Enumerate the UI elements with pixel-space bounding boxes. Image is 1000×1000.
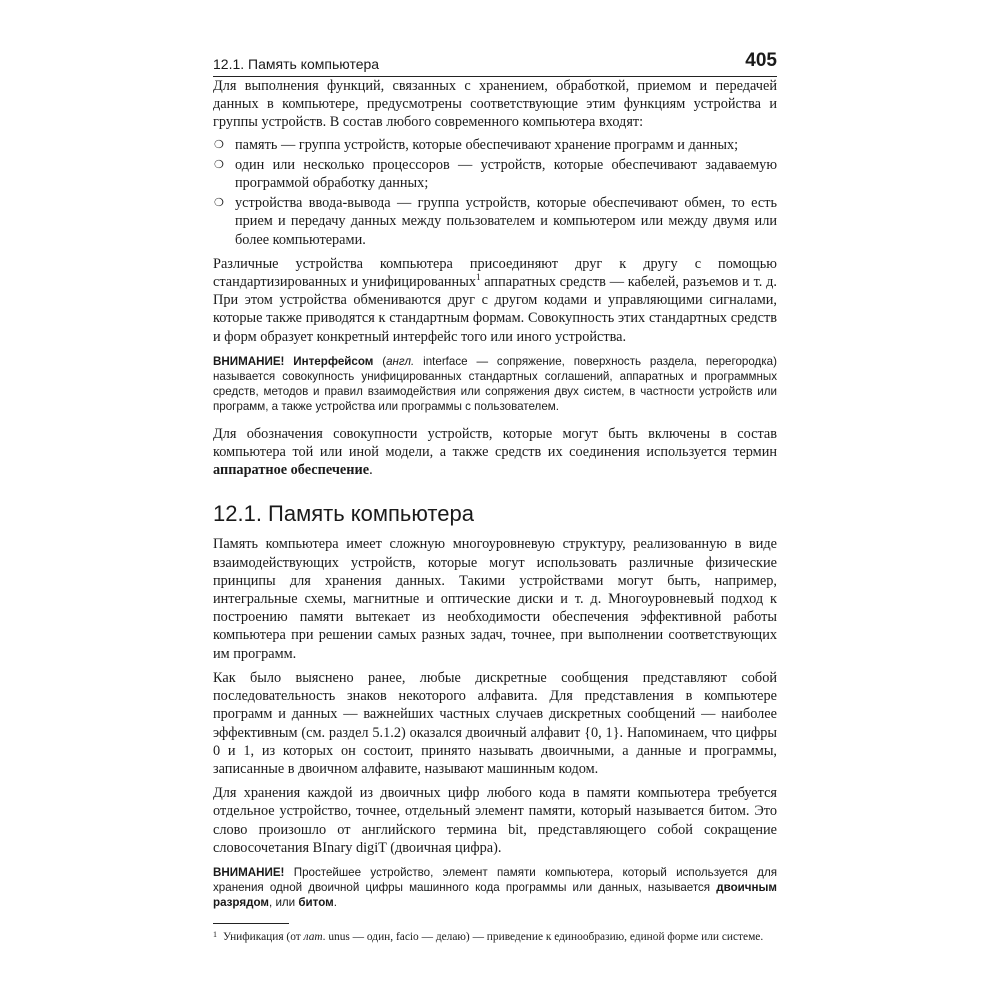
- device-list: [213, 136, 777, 249]
- footnote-text: . unus — один, facio — делаю) — приведение к единообразию, единой форме или системе.: [322, 930, 764, 943]
- bit-paragraph: Для хранения каждой из двоичных цифр любого кода в памяти компьютера требуется отдельное устройство, точнее, отдельный элемент памяти, который называется битом. Это слово произошло от английского термина bit, представляющего собой сокращение словосочетания BInary digiT (двоичная цифра).: [213, 785, 777, 856]
- note-term: двоичным разрядом: [213, 881, 777, 910]
- note-text: interface — сопряжение, поверхность раздела, перегородка) называется совокупность унифицированных стандартных соглашений, аппаратных и программных средств, методов и правил взаимодействия или сопряжения двух систем, в частности устройств или программ, а также устройства или программы с пользователем.: [213, 354, 777, 414]
- footnote-divider: [213, 923, 289, 924]
- note-term: Интерфейсом: [293, 354, 374, 368]
- note-text: Простейшее устройство, элемент памяти компьютера, который используется для хранения одной двоичной цифры машинного кода программы или данных, называется: [213, 865, 777, 895]
- paragraph-text: Для обозначения совокупности устройств, которые могут быть включены в состав компьютера той или иной модели, а также средств их соединения используется термин: [213, 425, 777, 460]
- bullet-icon: ❍: [214, 137, 224, 151]
- paragraph-text: Различные устройства компьютера присоединяют друг к другу с помощью стандартизированных и унифицированных: [213, 255, 777, 291]
- intro-paragraph: Для выполнения функций, связанных с хранением, обработкой, приемом и передачей данных в компьютере, предусмотрены соответствующие этим функциям устройства и группы устройств. В состав любого современного компьютера входят:: [213, 78, 777, 131]
- list-item: [213, 156, 777, 192]
- footnote-mark: 1: [213, 929, 217, 939]
- list-item-text: память — группа устройств, которые обеспечивают хранение программ и данных;: [235, 136, 739, 153]
- section-heading: 12.1. Память компьютера: [213, 501, 474, 527]
- page-number: 405: [745, 50, 777, 71]
- bullet-icon: ❍: [214, 196, 224, 210]
- interface-paragraph: [213, 255, 777, 346]
- note-label: ВНИМАНИЕ!: [213, 865, 285, 879]
- note-term: битом: [298, 896, 334, 910]
- paragraph-text: .: [369, 462, 373, 479]
- attention-note-bit: [213, 865, 777, 911]
- page-body: [213, 77, 777, 944]
- note-text: .: [333, 896, 337, 910]
- footnote-reference: 1: [475, 272, 481, 283]
- footnote-text: Унификация (от: [223, 930, 304, 943]
- bullet-icon: ❍: [214, 157, 224, 171]
- list-item-text: устройства ввода-вывода — группа устройств, которые обеспечивают обмен, то есть прием и передачу данных между пользователем и компьютером или между двумя или более компьютерами.: [235, 195, 777, 248]
- hardware-paragraph: [213, 425, 777, 480]
- page: [213, 48, 777, 944]
- note-label: ВНИМАНИЕ!: [213, 354, 285, 368]
- memory-structure-paragraph: Память компьютера имеет сложную многоуровневую структуру, реализованную в виде взаимодействующих устройств, которые могут использовать различные физические принципы для хранения данных. Такими устройствами могут быть, например, интегральные схемы, магнитные и оптические диски и т. д. Многоуровневый подход к построению памяти вытекает из необходимости обеспечения эффективной работы компьютера при решении самых разных задач, точнее, при выполнении соответствующих им программ.: [213, 536, 777, 662]
- footnote: [213, 930, 777, 945]
- attention-note-interface: [213, 354, 777, 415]
- note-abbr: англ.: [386, 354, 415, 368]
- paragraph-text: аппаратных средств — кабелей, разъемов и т. д. При этом устройства обмениваются друг с другом кодами и управляющими сигналами, которые также приводятся к стандартным формам. Совокупность этих стандартных средств и форм образует конкретный интерфейс того или иного устройства.: [213, 274, 777, 345]
- list-item-text: один или несколько процессоров — устройств, которые обеспечивают задаваемую программой обработку данных;: [235, 156, 777, 192]
- hardware-term: аппаратное обеспечение: [213, 462, 370, 479]
- note-text: (: [373, 354, 387, 368]
- list-item: [213, 136, 777, 154]
- footnote-lang: лат: [303, 930, 323, 943]
- running-header: [213, 48, 777, 77]
- running-title: 12.1. Память компьютера: [213, 56, 380, 72]
- note-text: , или: [269, 896, 299, 910]
- list-item: [213, 194, 777, 249]
- binary-alphabet-paragraph: Как было выяснено ранее, любые дискретные сообщения представляют собой последовательность знаков некоторого алфавита. Для представления в компьютере программ и данных — важнейших частных случаев дискретных сообщений — наиболее эффективным (см. раздел 5.1.2) оказался двоичный алфавит {0, 1}. Напоминаем, что цифры 0 и 1, из которых он состоит, принято называть двоичными, а данные и программы, записанные в двоичном алфавите, называют машинным кодом.: [213, 669, 777, 777]
